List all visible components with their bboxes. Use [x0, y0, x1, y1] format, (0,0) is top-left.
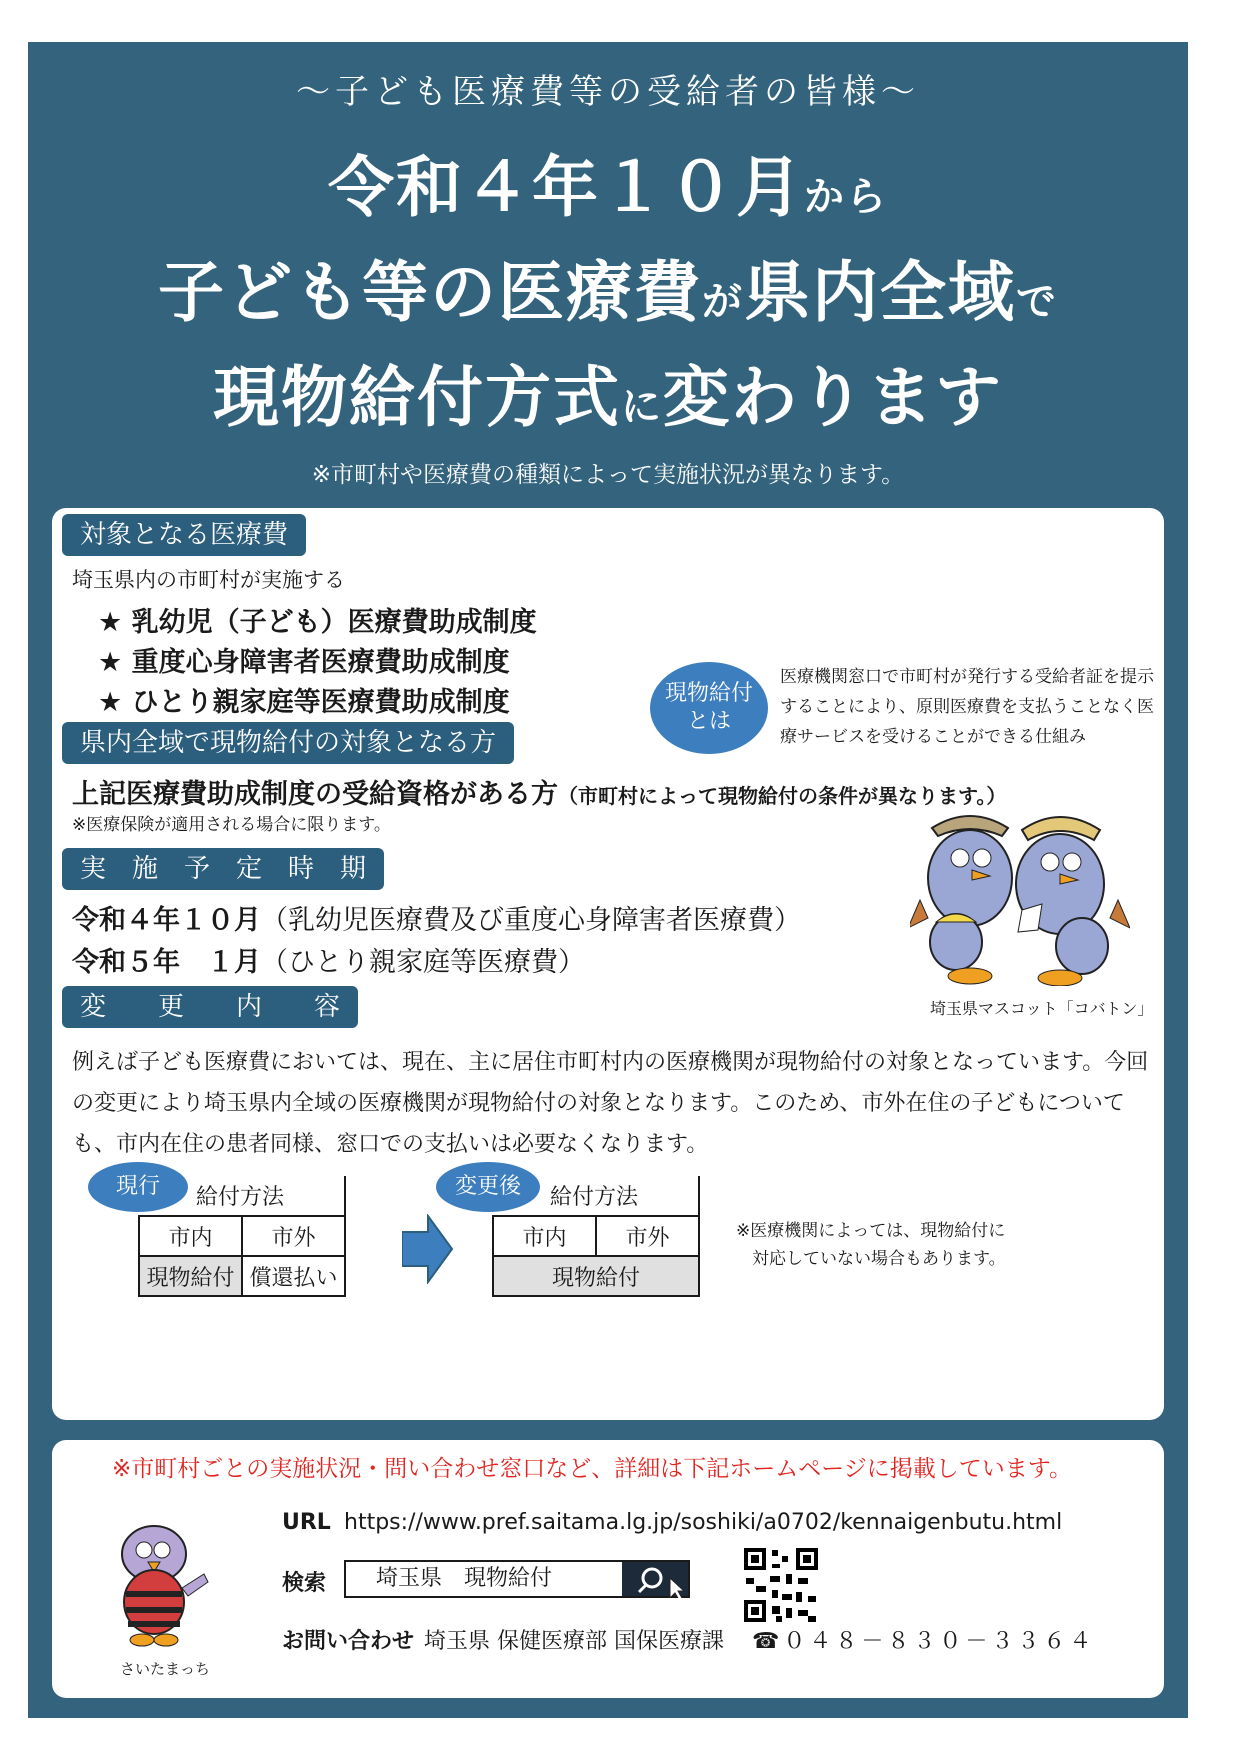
- schedule-row-2: [72, 940, 585, 979]
- qr-code-icon[interactable]: [742, 1546, 820, 1624]
- flyer-background: [28, 42, 1188, 1718]
- url-label: URL: [282, 1510, 331, 1535]
- headline-line-3: [28, 350, 1188, 455]
- section-tag-schedule: 実 施 予 定 時 期: [62, 848, 384, 890]
- footer-panel: [52, 1440, 1164, 1698]
- headline-line-2: [28, 245, 1188, 350]
- implementation-note: ※市町村や医療費の種類によって実施状況が異なります。: [311, 462, 905, 488]
- search-label: 検索: [282, 1571, 327, 1596]
- search-box[interactable]: [344, 1560, 690, 1598]
- headline-verb: 変わります: [663, 359, 1003, 436]
- schedule-desc: （ひとり親家庭等医療費）: [261, 947, 585, 978]
- headline-line-1: [28, 140, 1188, 245]
- schedule-date: 令和４年１０月: [72, 905, 261, 936]
- contact-phone: ☎０４８－８３０－３３６４: [752, 1629, 1096, 1654]
- headline-date: 令和４年１０月: [328, 149, 804, 226]
- after-col-out-city: 市外: [596, 1216, 699, 1256]
- search-input[interactable]: 埼玉県 現物給付: [376, 1566, 553, 1591]
- current-col-out-city: 市外: [242, 1216, 345, 1256]
- target-item-1: ★ 乳幼児（子ども）医療費助成制度: [98, 607, 537, 638]
- changes-body: 例えば子ども医療費においては、現在、主に居住市町村内の医療機関が現物給付の対象となっています。今回の変更により埼玉県内全域の医療機関が現物給付の対象となります。このため、市外在住の子どもについても、市内在住の患者同様、窓口での支払いは必要なくなります。: [72, 1050, 1149, 1157]
- eligible-condition-note: （市町村によって現物給付の条件が異なります。）: [558, 784, 1007, 808]
- mascot-caption: 埼玉県マスコット「コバトン」: [930, 999, 1154, 1018]
- headline-scope: 県内全域: [744, 254, 1016, 331]
- target-intro: 埼玉県内の市町村が実施する: [72, 568, 345, 592]
- eligible-main: [72, 772, 1006, 811]
- footer-red-note: ※市町村ごとの実施状況・問い合わせ窓口など、詳細は下記ホームページに掲載しています。: [112, 1456, 1072, 1482]
- section-tag-eligible-people: 県内全域で現物給付の対象となる方: [62, 722, 514, 764]
- after-val-all: 現物給付: [493, 1256, 699, 1296]
- main-panel: [52, 508, 1164, 1420]
- headline-subject: 子ども等の医療費: [158, 254, 702, 331]
- section-tag-changes: 変 更 内 容: [62, 986, 358, 1028]
- schedule-desc: （乳幼児医療費及び重度心身障害者医療費）: [261, 905, 801, 936]
- headline: [28, 140, 1188, 455]
- schedule-date: 令和５年 １月: [72, 947, 261, 978]
- after-col-in-city: 市内: [493, 1216, 596, 1256]
- availability-note-line-2: 対応していない場合もあります。: [752, 1249, 1006, 1269]
- after-table-header: 給付方法: [493, 1176, 699, 1216]
- search-icon: [622, 1562, 688, 1598]
- bubble-line-2: とは: [686, 709, 731, 734]
- saitamacchi-caption: さいたまっち: [120, 1660, 211, 1678]
- eligible-main-text: 上記医療費助成制度の受給資格がある方: [72, 779, 558, 810]
- headline-particle: に: [621, 384, 663, 430]
- search-button[interactable]: [622, 1562, 688, 1596]
- current-val-in-city: 現物給付: [139, 1256, 242, 1296]
- bubble-line-1: 現物給付: [664, 681, 753, 706]
- contact-org: 埼玉県 保健医療部 国保医療課: [424, 1629, 724, 1654]
- kicker-text: ～子ども医療費等の受給者の皆様～: [296, 72, 920, 112]
- headline-particle: から: [804, 174, 888, 220]
- change-arrow-icon: [402, 1214, 454, 1284]
- kobaton-mascot-illustration: [910, 800, 1130, 986]
- genbutsu-definition-bubble: [650, 662, 768, 754]
- current-col-in-city: 市内: [139, 1216, 242, 1256]
- after-label-oval: 変更後: [436, 1162, 540, 1212]
- availability-note-line-1: ※医療機関によっては、現物給付に: [736, 1221, 1006, 1241]
- saitamacchi-mascot-illustration: [104, 1524, 214, 1652]
- current-label-oval: 現行: [88, 1162, 188, 1212]
- info-url-link[interactable]: https://www.pref.saitama.lg.jp/soshiki/a0702/kennaigenbutu.html: [344, 1510, 1063, 1535]
- schedule-row-1: [72, 898, 801, 937]
- headline-particle: で: [1016, 279, 1058, 325]
- current-table-header: 給付方法: [139, 1176, 345, 1216]
- section-tag-target-costs: 対象となる医療費: [62, 514, 306, 556]
- target-item-3: ★ ひとり親家庭等医療費助成制度: [98, 687, 510, 718]
- genbutsu-definition-text: 医療機関窓口で市町村が発行する受給者証を提示することにより、原則医療費を支払うことなく医療サービスを受けることができる仕組み: [780, 667, 1154, 747]
- target-item-2: ★ 重度心身障害者医療費助成制度: [98, 647, 510, 678]
- contact-label: お問い合わせ: [282, 1629, 415, 1654]
- headline-method: 現物給付方式: [213, 359, 621, 436]
- headline-particle: が: [702, 279, 744, 325]
- insurance-note: ※医療保険が適用される場合に限ります。: [72, 815, 391, 835]
- current-val-out-city: 償還払い: [242, 1256, 345, 1296]
